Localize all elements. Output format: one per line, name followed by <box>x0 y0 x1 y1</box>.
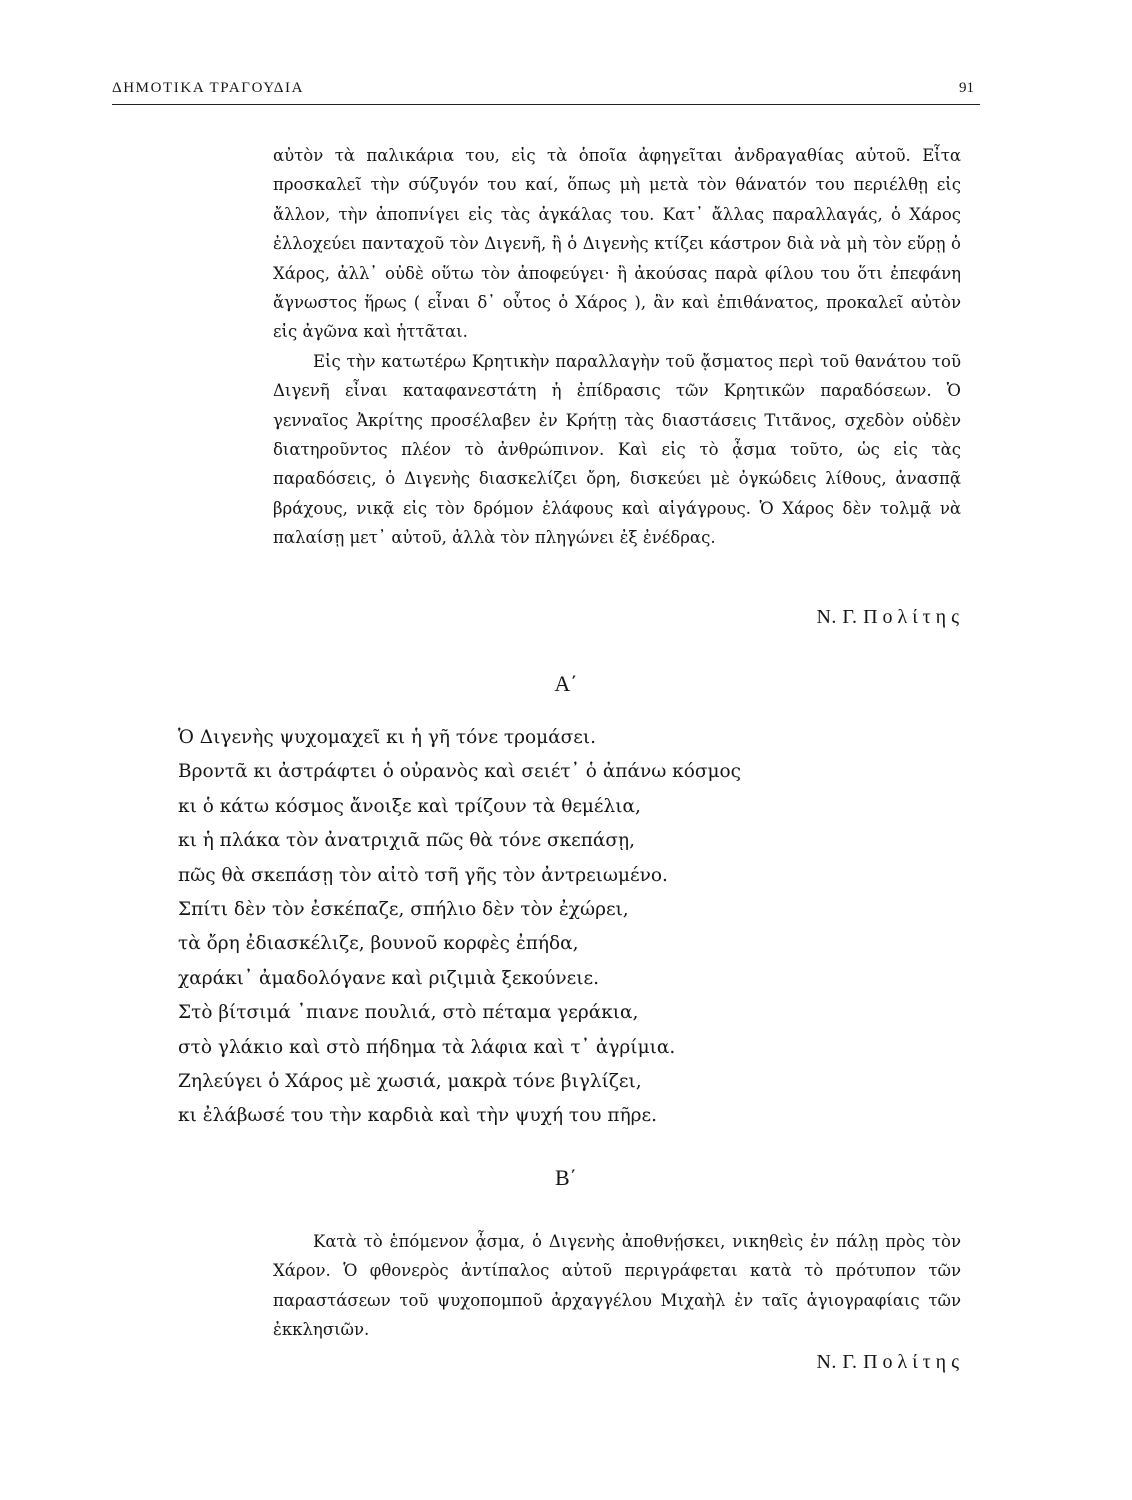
poem-line: Ζηλεύγει ὁ Χάρος μὲ χωσιά, μακρὰ τόνε βιγλίζει, <box>178 1071 642 1093</box>
poem-line: χαράκι᾽ ἀμαδολόγανε καὶ ριζιμιὰ ξεκούνειε. <box>178 967 599 989</box>
running-head-title: ΔΗΜΟΤΙΚΑ ΤΡΑΓΟΥΔΙΑ <box>112 80 305 96</box>
signature-initials: Ν. Γ. <box>816 1351 858 1373</box>
running-head <box>112 78 980 105</box>
section-b-text <box>273 1227 961 1345</box>
poem-line: στὸ γλάκιο καὶ στὸ πήδημα τὰ λάφια καὶ τ᾽ ἀγρίμια. <box>178 1036 676 1058</box>
section-a-heading: Α΄ <box>554 671 578 696</box>
section-b-paragraph: Κατὰ τὸ ἑπόμενον ᾆσμα, ὁ Διγενὴς ἀποθνῄσκει, νικηθεὶς ἐν πάλῃ πρὸς τὸν Χάρον. Ὁ φθονερὸς ἀντίπαλος αὐτοῦ περιγράφεται κατὰ τὸ πρότυπον τῶν παραστάσεων τοῦ ψυχοπομποῦ ἀρχαγγέλου Μιχαὴλ ἐν ταῖς ἁγιογραφίαις τῶν ἐκκλησιῶν. <box>273 1232 961 1340</box>
poem-line: Βροντᾶ κι ἀστράφτει ὁ οὐρανὸς καὶ σειέτ᾽ ὁ ἀπάνω κόσμος <box>178 761 742 783</box>
poem-line: κι ἡ πλάκα τὸν ἀνατριχιᾶ πῶς θὰ τόνε σκεπάσῃ, <box>178 830 636 852</box>
section-b-signature <box>816 1351 964 1374</box>
page-number: 91 <box>959 80 974 96</box>
poem-line: τὰ ὄρη ἐδιασκέλιζε, βουνοῦ κορφὲς ἐπήδα, <box>178 933 579 955</box>
intro-text <box>273 141 961 553</box>
intro-signature <box>816 606 964 629</box>
poem-section-a <box>178 721 898 1134</box>
intro-paragraph-1: αὐτὸν τὰ παλικάρια του, εἰς τὰ ὁποῖα ἀφηγεῖται ἀνδραγαθίας αὐτοῦ. Εἶτα προσκαλεῖ τὴν σύζυγόν του καί, ὅπως μὴ μετὰ τὸν θάνατόν του περιέλθῃ εἰς ἄλλον, τὴν ἀποπνίγει εἰς τὰς ἀγκάλας του. Κατ᾽ ἄλλας παραλλαγάς, ὁ Χάρος ἐλλοχεύει πανταχοῦ τὸν Διγενῆ, ἢ ὁ Διγενὴς κτίζει κάστρον διὰ νὰ μὴ τὸν εὕρῃ ὁ Χάρος, ἀλλ᾽ οὐδὲ οὕτω τὸν ἀποφεύγει· ἢ ἀκούσας παρὰ φίλου του ὅτι ἐπεφάνη ἄγνωστος ἥρως ( εἶναι δ᾽ οὗτος ὁ Χάρος ), ἂν καὶ ἐπιθάνατος, προκαλεῖ αὐτὸν εἰς ἀγῶνα καὶ ἡττᾶται. <box>273 146 961 342</box>
poem-line: Ὁ Διγενὴς ψυχομαχεῖ κι ἡ γῆ τόνε τρομάσει. <box>178 727 597 748</box>
poem-line: κι ἐλάβωσέ του τὴν καρδιὰ καὶ τὴν ψυχή του πῆρε. <box>178 1105 658 1127</box>
poem-line: πῶς θὰ σκεπάσῃ τὸν αἰτὸ τσῆ γῆς τὸν ἀντρειωμένο. <box>178 864 668 886</box>
section-b-heading: Β΄ <box>555 1165 577 1190</box>
intro-paragraph-2: Εἰς τὴν κατωτέρω Κρητικὴν παραλλαγὴν τοῦ ᾄσματος περὶ τοῦ θανάτου τοῦ Διγενῆ εἶναι καταφανεστάτη ἡ ἐπίδρασις τῶν Κρητικῶν παραδόσεων. Ὁ γενναῖος Ἀκρίτης προσέλαβεν ἐν Κρήτῃ τὰς διαστάσεις Τιτᾶνος, σχεδὸν οὐδὲν διατηροῦντος πλέον τὸ ἀνθρώπινον. Καὶ εἰς τὸ ᾆσμα τοῦτο, ὡς εἰς τὰς παραδόσεις, ὁ Διγενὴς διασκελίζει ὄρη, δισκεύει μὲ ὀγκώδεις λίθους, ἀνασπᾷ βράχους, νικᾷ εἰς τὸν δρόμον ἐλάφους καὶ αἰγάγρους. Ὁ Χάρος δὲν τολμᾷ νὰ παλαίσῃ μετ᾽ αὐτοῦ, ἀλλὰ τὸν πληγώνει ἐξ ἐνέδρας. <box>273 351 961 548</box>
signature-name: Πολίτης <box>863 606 964 628</box>
signature-initials: Ν. Γ. <box>816 606 858 628</box>
poem-line: κι ὁ κάτω κόσμος ἄνοιξε καὶ τρίζουν τὰ θεμέλια, <box>178 795 641 817</box>
signature-name: Πολίτης <box>863 1351 964 1373</box>
poem-line: Στὸ βίτσιμά ᾽πιανε πουλιά, στὸ πέταμα γεράκια, <box>178 1002 639 1024</box>
poem-line: Σπίτι δὲν τὸν ἐσκέπαζε, σπήλιο δὲν τὸν ἐχώρει, <box>178 899 629 921</box>
